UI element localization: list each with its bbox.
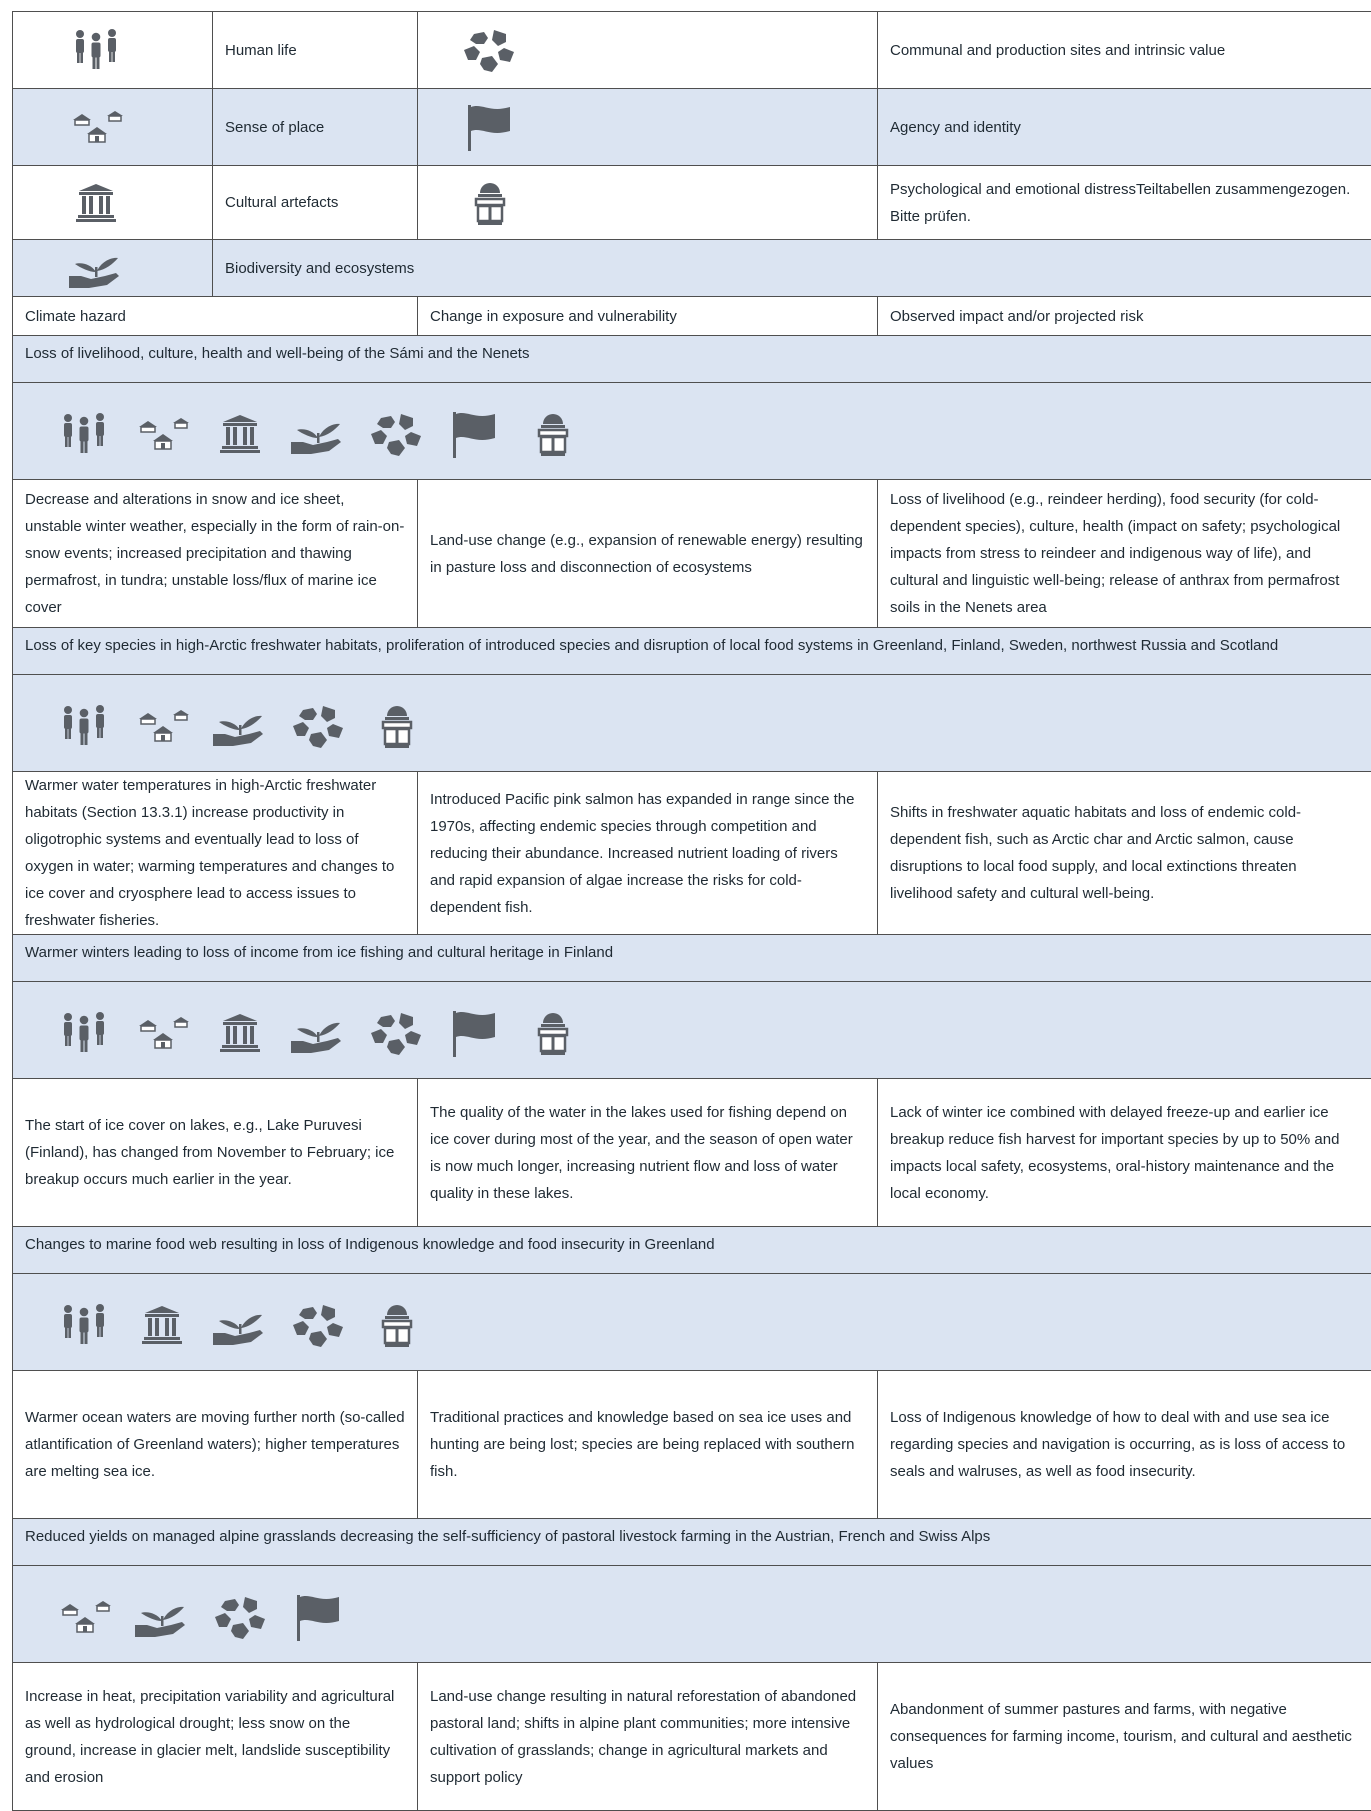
hand-plant-icon (205, 700, 275, 752)
hand-plant-icon (283, 408, 353, 460)
impact-cell: Loss of Indigenous knowledge of how to deal with and use sea ice regarding species and navigation is occurring, as is loss of access to seals and walruses, as well as food insecurity. (878, 1371, 1371, 1519)
impact-cell: Loss of livelihood (e.g., reindeer herding), food security (for cold-dependent species), culture, health (impact on safety; psychological impacts from stress to reindeer and indigenous way of life), and cultural and linguistic well-being; release of anthrax from permafrost soils in the Nenets area (878, 480, 1371, 628)
exposure-cell: Traditional practices and knowledge based on sea ice uses and hunting are being lost; species are being replaced with southern fish. (418, 1371, 878, 1519)
people-icon (61, 24, 131, 76)
column-header: Change in exposure and vulnerability (418, 297, 878, 336)
hazard-cell: Increase in heat, precipitation variability and agricultural as well as hydrological drought; less snow on the ground, increase in glacier melt, landslide susceptibility and erosion (13, 1663, 418, 1811)
section-title-row (13, 1227, 1371, 1274)
houses-icon (127, 1007, 197, 1059)
temple-icon (205, 408, 275, 460)
exposure-cell: Land-use change resulting in natural reforestation of abandoned pastoral land; shifts in alpine plant communities; more intensive cultivation of grasslands; change in agricultural markets and support policy (418, 1663, 878, 1811)
distress-person-icon (361, 1299, 431, 1351)
hands-circle-icon (283, 1299, 353, 1351)
legend-label: Sense of place (213, 89, 418, 166)
hazard-cell: The start of ice cover on lakes, e.g., Lake Puruvesi (Finland), has changed from November to February; ice breakup occurs much earlier in the year. (13, 1079, 418, 1227)
legend-label: Human life (213, 12, 418, 89)
houses-icon (127, 700, 197, 752)
hands-circle-icon (361, 408, 431, 460)
legend-label: Communal and production sites and intrinsic value (878, 12, 1371, 89)
impact-cell: Shifts in freshwater aquatic habitats and loss of endemic cold-dependent fish, such as Arctic char and Arctic salmon, cause disruptions to local food supply, and local extinctions threaten livelihood safety and cultural well-being. (878, 772, 1371, 935)
temple-icon (205, 1007, 275, 1059)
temple-icon (127, 1299, 197, 1351)
distress-person-icon (517, 408, 587, 460)
section-title-row (13, 1519, 1371, 1566)
distress-person-icon (517, 1007, 587, 1059)
legend-row (13, 166, 1371, 240)
section-content-row (13, 1371, 1371, 1519)
section-icons (13, 1566, 1371, 1663)
section-title: Loss of livelihood, culture, health and well-being of the Sámi and the Nenets (13, 336, 1371, 383)
section-content-row (13, 772, 1371, 935)
section-icons (13, 675, 1371, 772)
legend-label: Biodiversity and ecosystems (213, 240, 1371, 297)
legend-row (13, 240, 1371, 297)
people-icon (49, 700, 119, 752)
hands-circle-icon (454, 24, 524, 76)
legend-row (13, 89, 1371, 166)
hands-circle-icon (283, 700, 353, 752)
flag-icon (283, 1591, 353, 1643)
column-header-row (13, 297, 1371, 336)
legend-icon-cell (13, 240, 213, 297)
people-icon (49, 408, 119, 460)
hand-plant-icon (205, 1299, 275, 1351)
section-icons-row (13, 1566, 1371, 1663)
exposure-cell: Introduced Pacific pink salmon has expanded in range since the 1970s, affecting endemic species through competition and reducing their abundance. Increased nutrient loading of rivers and rapid expansion of algae increase the risks for cold-dependent fish. (418, 772, 878, 935)
column-header: Climate hazard (13, 297, 418, 336)
hands-circle-icon (205, 1591, 275, 1643)
section-content-row (13, 1079, 1371, 1227)
hand-plant-icon (127, 1591, 197, 1643)
section-title: Warmer winters leading to loss of income from ice fishing and cultural heritage in Finland (13, 935, 1371, 982)
exposure-cell: The quality of the water in the lakes used for fishing depend on ice cover during most of the year, and the season of open water is now much longer, increasing nutrient flow and loss of water quality in these lakes. (418, 1079, 878, 1227)
houses-icon (49, 1591, 119, 1643)
section-icons (13, 1274, 1371, 1371)
legend-icon-cell (418, 89, 878, 166)
hazard-cell: Warmer water temperatures in high-Arctic freshwater habitats (Section 13.3.1) increase productivity in oligotrophic systems and eventually lead to loss of oxygen in water; warming temperatures and changes to ice cover and cryosphere lead to access issues to freshwater fisheries. (13, 772, 418, 935)
legend-icon-cell (418, 12, 878, 89)
temple-icon (61, 177, 131, 229)
flag-icon (439, 408, 509, 460)
section-title: Loss of key species in high-Arctic freshwater habitats, proliferation of introduced species and disruption of local food systems in Greenland, Finland, Sweden, northwest Russia and Scotland (13, 628, 1371, 675)
section-icons-row (13, 1274, 1371, 1371)
hazard-cell: Warmer ocean waters are moving further north (so-called atlantification of Greenland waters); higher temperatures are melting sea ice. (13, 1371, 418, 1519)
section-icons-row (13, 675, 1371, 772)
legend-label: Cultural artefacts (213, 166, 418, 240)
people-icon (49, 1007, 119, 1059)
distress-person-icon (454, 177, 524, 229)
hand-plant-icon (283, 1007, 353, 1059)
section-title-row (13, 336, 1371, 383)
distress-person-icon (361, 700, 431, 752)
impact-cell: Abandonment of summer pastures and farms, with negative consequences for farming income, tourism, and cultural and aesthetic values (878, 1663, 1371, 1811)
legend-label: Psychological and emotional distressTeiltabellen zusammengezogen. Bitte prüfen. (878, 166, 1371, 240)
column-header: Observed impact and/or projected risk (878, 297, 1371, 336)
legend-row (13, 12, 1371, 89)
legend-label: Agency and identity (878, 89, 1371, 166)
section-title-row (13, 628, 1371, 675)
legend-icon-cell (13, 89, 213, 166)
hands-circle-icon (361, 1007, 431, 1059)
houses-icon (127, 408, 197, 460)
people-icon (49, 1299, 119, 1351)
section-icons (13, 982, 1371, 1079)
risk-table (12, 11, 1371, 1811)
legend-icon-cell (13, 166, 213, 240)
section-icons (13, 383, 1371, 480)
flag-icon (454, 101, 524, 153)
flag-icon (439, 1007, 509, 1059)
legend-icon-cell (418, 166, 878, 240)
legend-icon-cell (13, 12, 213, 89)
section-icons-row (13, 982, 1371, 1079)
section-content-row (13, 480, 1371, 628)
section-icons-row (13, 383, 1371, 480)
exposure-cell: Land-use change (e.g., expansion of renewable energy) resulting in pasture loss and disconnection of ecosystems (418, 480, 878, 628)
section-title: Reduced yields on managed alpine grasslands decreasing the self-sufficiency of pastoral livestock farming in the Austrian, French and Swiss Alps (13, 1519, 1371, 1566)
section-content-row (13, 1663, 1371, 1811)
section-title: Changes to marine food web resulting in loss of Indigenous knowledge and food insecurity in Greenland (13, 1227, 1371, 1274)
hand-plant-icon (61, 242, 131, 294)
houses-icon (61, 101, 131, 153)
section-title-row (13, 935, 1371, 982)
hazard-cell: Decrease and alterations in snow and ice sheet, unstable winter weather, especially in the form of rain-on-snow events; increased precipitation and thawing permafrost, in tundra; unstable loss/flux of marine ice cover (13, 480, 418, 628)
impact-cell: Lack of winter ice combined with delayed freeze-up and earlier ice breakup reduce fish harvest for important species by up to 50% and impacts local safety, ecosystems, oral-history maintenance and the local economy. (878, 1079, 1371, 1227)
